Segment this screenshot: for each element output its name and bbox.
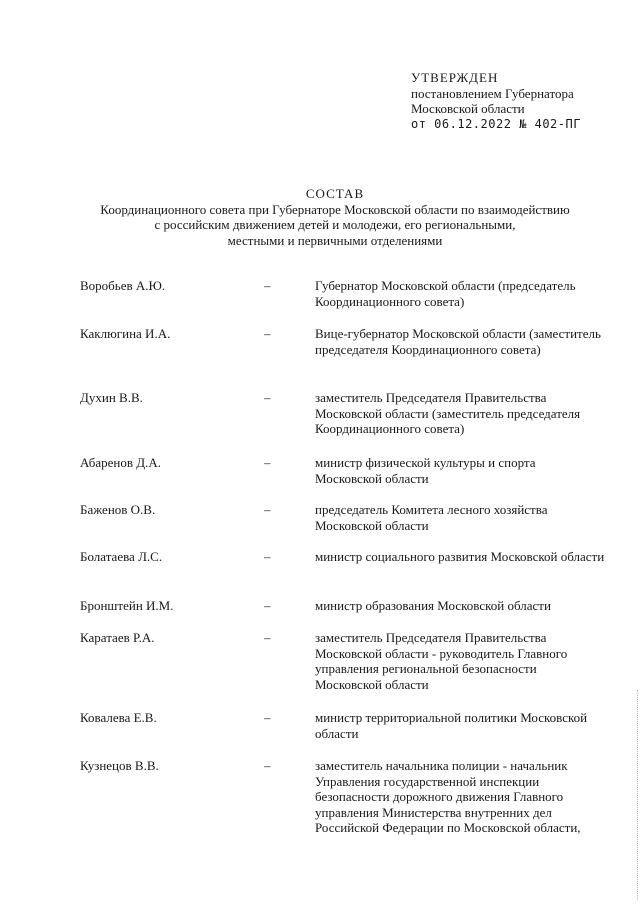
document-heading [70, 186, 600, 248]
member-dash: – [264, 758, 271, 773]
member-name: Болатаева Л.С. [80, 549, 163, 564]
approval-stamp [411, 70, 581, 132]
member-position: министр физической культуры и спорта Московской области [315, 455, 536, 486]
member-name: Духин В.В. [80, 390, 143, 405]
member-dash: – [264, 630, 271, 645]
heading-word: СОСТАВ [305, 186, 365, 201]
heading-line-1: Координационного совета при Губернаторе Московской области по взаимодействию [100, 201, 570, 217]
member-name: Баженов О.В. [80, 502, 156, 517]
member-name: Каратаев Р.А. [80, 630, 155, 645]
member-dash: – [264, 710, 271, 725]
member-name: Бронштейн И.М. [80, 598, 174, 613]
member-dash: – [264, 326, 271, 341]
member-dash: – [264, 455, 271, 470]
heading-line-3: местными и первичными отделениями [227, 232, 443, 248]
member-name: Абаренов Д.А. [80, 455, 161, 470]
approval-title: УТВЕРЖДЕН [411, 70, 499, 85]
member-position: заместитель Председателя Правительства Московской области - руководитель Главного управления региональной безопасности Московской области [315, 630, 568, 692]
member-position: заместитель начальника полиции - начальник Управления государственной инспекции безопасности дорожного движения Главного управления Министерства внутренних дел Российской Федерации по Московской области, [315, 758, 581, 835]
member-position: министр образования Московской области [315, 598, 551, 613]
member-position: министр территориальной политики Московской области [315, 710, 588, 741]
approval-line-1: постановлением Губернатора [411, 85, 574, 101]
member-position: заместитель Председателя Правительства Московской области (заместитель председателя Координационного совета) [315, 390, 581, 436]
scan-edge-marks [636, 690, 638, 900]
member-dash: – [264, 502, 271, 517]
member-dash: – [264, 598, 271, 613]
approval-date-line: от 06.12.2022 № 402-ПГ [411, 116, 581, 131]
member-position: Вице-губернатор Московской области (заместитель председателя Координационного совета) [315, 326, 601, 357]
member-name: Воробьев А.Ю. [80, 278, 166, 293]
member-position: Губернатор Московской области (председатель Координационного совета) [315, 278, 576, 309]
approval-line-2: Московской области [411, 101, 525, 116]
member-name: Каклюгина И.А. [80, 326, 171, 341]
member-name: Ковалева Е.В. [80, 710, 157, 725]
member-dash: – [264, 549, 271, 564]
member-dash: – [264, 390, 271, 405]
member-position: председатель Комитета лесного хозяйства Московской области [315, 502, 548, 533]
member-dash: – [264, 278, 271, 293]
member-position: министр социального развития Московской области [315, 549, 605, 564]
heading-line-2: с российским движением детей и молодежи, его региональными, [154, 217, 516, 232]
member-name: Кузнецов В.В. [80, 758, 159, 773]
